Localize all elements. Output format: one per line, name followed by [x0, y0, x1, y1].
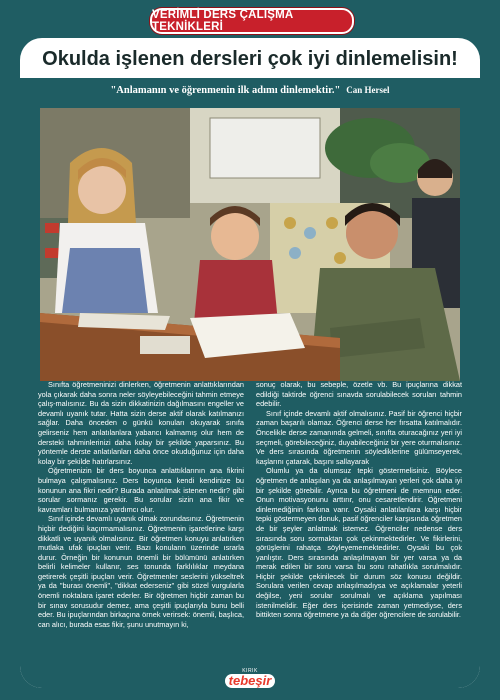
logo-main-text: tebeşir	[225, 674, 276, 688]
page-title: Okulda işlenen dersleri çok iyi dinlemelisin!	[42, 48, 458, 70]
publisher-logo	[220, 666, 280, 690]
classroom-photo	[40, 108, 460, 381]
paragraph: Sınıf içinde devamlı aktif olmalısınız. Pasif bir öğrenci hiçbir zaman başarılı olamaz. Öğrenci derse her fırsatta katılmalıdır. Öncelikle derse zamanında gelmeli, sınıfta oturacağınız yeri iyi seçmeli, görebileceğiniz, duyabileceğiniz bir yere oturmalısınız. Ve ders sırasında öğretmenin söylediklerine gülümseyerek, kaşlarını çatarak, başını sallayarak	[256, 408, 462, 466]
logo-top-text: KIRIK	[242, 668, 258, 674]
quote-text: "Anlamanın ve öğrenmenin ilk adımı dinlemektir."	[110, 85, 341, 96]
column-left	[38, 380, 244, 680]
section-banner	[150, 8, 354, 34]
paragraph: Sınıf içinde devamlı uyanık olmak zorundasınız. Öğretmenin hiçbir dediğini kaçırmamalısınız. Öğretmenin işaretlerine karşı dikkatli ve uyanık olmalısınız. Bir öğretmen konuyu anlatırken mutlaka ufak ipuçları verir. Bazı konuların üzerinde ısrarla durur. Örneğin bir konunun önemli bir bölümünü anlatırken belirli kelimeler kullanır, ses tonunda farklılıklar meydana getirerek çeşitli ipuçları verir. Öğretmenler seslerini yükseltrek ya da "burası önemli", "dikkat ederseniz" gibi sözel vurgularla önemli noktalara işaret ederler. Bir öğretmen hiçbir zaman bu bir sınav sorusudur demez, ama çeşitli ipuçlarıyla bunu belli eder. Bu ipuçlarından birkaçına örnek verirsek: önemli, başlıca, can alıcı, burada esas fikir, şunu unutmayın ki,	[38, 514, 244, 629]
paragraph: Öğretmenizin bir ders boyunca anlattıklarının ana fikrini bulmaya çalışmalısınız. Ders boyunca kendi kendinize bu konunun ana fikri nedir? Burada anlatılmak istenen nedir? gibi sorular sormanız gerekir. Bu sorular sizin ana fikir ve kavramları bulmanıza yardımcı olur.	[38, 466, 244, 514]
article-body	[38, 380, 462, 680]
classroom-illustration	[40, 108, 460, 381]
paragraph: Sınıfta öğretmeninizi dinlerken, öğretmenin anlattıklarından yola çıkarak daha sonra neler söyleyebileceğini tahmin etmeye çalış-malısınız. Bu da sizin dikkatinizin dağılmasını engeller ve devamlı uyanık tutar. Hatta sizin derse aktif olarak katılmanızı sağlar. Daha önceden o günkü konuları okuyarak sınıfa gelirseniz hem anlatılanlara yabancı kalmamış olur hem de dersteki tahminlerinizi daha kolay bir şekilde yaparsınız. Bu yöntemle derste anlatılanları daha önce okuduğunuz için daha kolay bir şekilde hatırlarsınız.	[38, 380, 244, 466]
paragraph: Olumlu ya da olumsuz tepki göstermelisiniz. Böylece öğretmen de anlaşılan ya da anlaşılmayan yerleri çok daha iyi bir şekilde görebilir. Ayrıca bu öğretmeni de memnun eder. Onun motivasyonunu arttırır, onu cesaretlendirir. Öğretmeni dinlemediğinin farkına varır. Oysaki anlatılanlara karşı hiçbir tepki göstermeyen donuk, pasif öğrenciler karşısında öğretmen de bir şeyler anlatmak istemez. Öğrenciler nedense ders sırasında soru sormaktan çok çekinmektedirler. Ve fikirlerini, görüşlerini rahatça söyleyememektedirler. Oysaki bu çok yanlıştır. Ders sırasında anlaşılmayan bir yer varsa ya da merak edilen bir soru varsa bu soru rahatlıkla sorulmalıdır. Hiçbir şekilde çekinilecek bir durum söz konusu değildir. Sorulara verilen cevap anlaşılmadıysa ve açıklamalar yeterli değilse, yeni sorular sorulmalı ve açıklama yapılması istenilmelidir. Eğer ders içerisinde zaman yetmediyse, ders bittikten sonra öğretmene ya da diğer öğrencilere de sorulabilir.	[256, 466, 462, 620]
quote-author: Can Hersel	[346, 85, 390, 95]
banner-label: VERİMLİ DERS ÇALIŞMA TEKNİKLERİ	[152, 9, 293, 33]
article-page	[20, 38, 480, 688]
paragraph: sonuç olarak, bu sebeple, özetle vb. Bu ipuçlarına dikkat edildiği taktirde öğrenci sınavda sorulabilecek soruları tahmin edebilir.	[256, 380, 462, 409]
quote	[20, 85, 480, 96]
column-right	[256, 380, 462, 680]
